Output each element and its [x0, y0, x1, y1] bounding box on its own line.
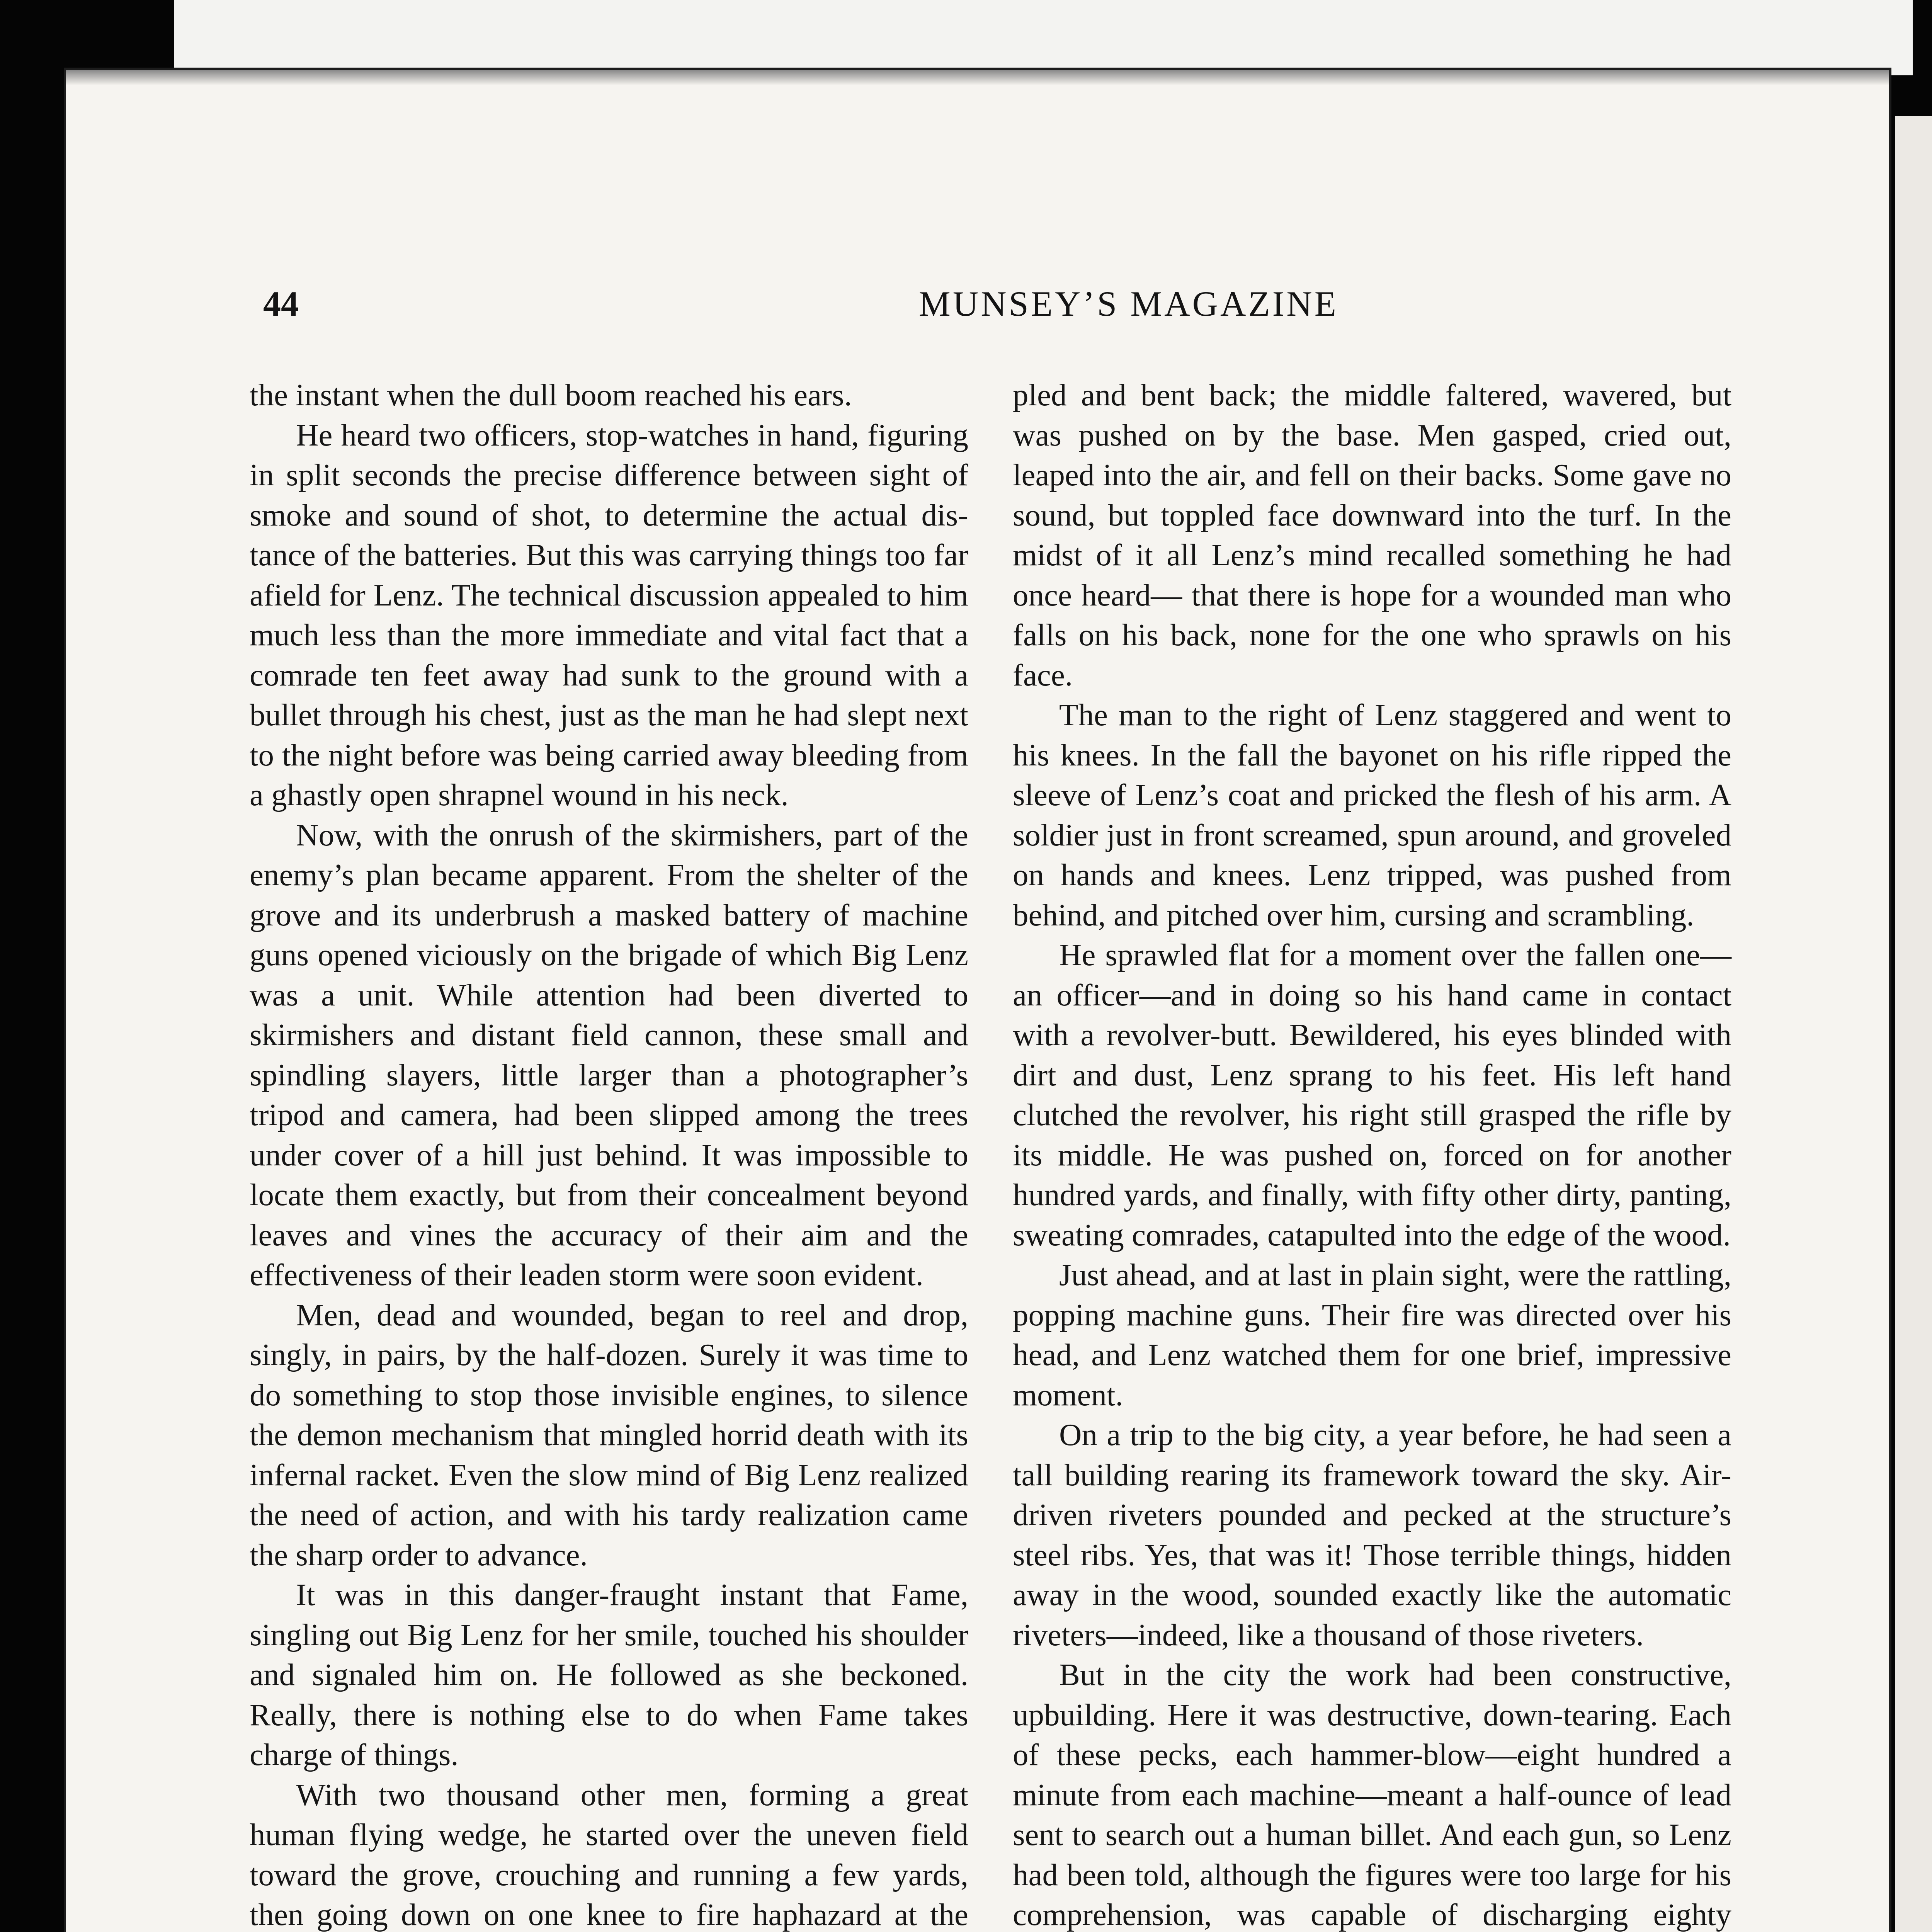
magazine-page — [64, 68, 1891, 1932]
running-head: MUNSEY’S MAGAZINE — [919, 284, 1338, 323]
adjacent-page-strip — [174, 0, 1913, 75]
paragraph: Men, dead and wounded, began to reel and drop, singly, in pairs, by the half-dozen. Surely it was time to do something to stop those invisible engines, to silence the demon mechanism that mingled horrid death with its infernal racket. Even the slow mind of Big Lenz realized the need of action, and with his tardy realization came the sharp order to advance. — [250, 1297, 968, 1572]
paragraph: But in the city the work had been constructive, upbuilding. Here it was destructive, down-tearing. Each of these pecks, each hammer-blow—eight hundred a minute from each machine—meant a half-ounce of lead sent to search out a human billet. And each gun, so Lenz had been told, although the figures were too large for his comprehension, was capable of discharging eighty — [1013, 1657, 1731, 1932]
paragraph: It was in this danger-fraught instant that Fame, singling out Big Lenz for her smile, touched his shoulder and signaled him on. He followed as she beckoned. Really, there is nothing else to do when Fame takes charge of things. — [250, 1577, 968, 1772]
paragraph: pled and bent back; the middle faltered, wavered, but was pushed on by the base. Men gasped, cried out, leaped into the air, and fell on their backs. Some gave no sound, but toppled face downward into the turf. In the midst of it all Lenz’s mind recalled something he had once heard— that there is hope for a wounded man who falls on his back, none for the one who sprawls on his face. — [1013, 378, 1731, 692]
paragraph: the instant when the dull boom reached his ears. — [250, 378, 852, 412]
paragraph: He heard two officers, stop-watches in hand, figuring in split seconds the precise difference between sight of smoke and sound of shot, to determine the actual distance of the batteries. But this was carrying things too far afield for Lenz. The technical discussion appealed to him much less than the more immediate and vital fact that a comrade ten feet away had sunk to the ground with a bullet through his chest, just as the man he had slept next to the night before was being carried away bleeding from a ghastly open shrapnel wound in his neck. — [250, 417, 968, 812]
paragraph: Now, with the onrush of the skirmishers, part of the enemy’s plan became apparent. From the shelter of the grove and its underbrush a masked battery of machine guns opened viciously on the brigade of which Big Lenz was a unit. While attention had been diverted to skirmishers and distant field cannon, these small and spindling slayers, little larger than a photographer’s tripod and camera, had been slipped among the trees under cover of a hill just behind. It was impossible to locate them exactly, but from their concealment beyond leaves and vines the accuracy of their aim and the effectiveness of their leaden storm were soon evident. — [250, 817, 968, 1292]
paragraph: The man to the right of Lenz staggered and went to his knees. In the fall the bayonet on his rifle ripped the sleeve of Lenz’s coat and pricked the flesh of his arm. A soldier just in front screamed, spun around, and groveled on hands and knees. Lenz tripped, was pushed from behind, and pitched over him, cursing and scrambling. — [1013, 697, 1731, 932]
page-shadow — [66, 70, 1889, 85]
right-column — [1013, 375, 1731, 1932]
page-number: 44 — [263, 284, 299, 323]
adjacent-page-edge — [1895, 116, 1932, 1932]
left-column — [250, 375, 968, 1932]
paragraph: Just ahead, and at last in plain sight, were the rattling, popping machine guns. Their fire was directed over his head, and Lenz watched them for one brief, impressive moment. — [1013, 1257, 1731, 1412]
paragraph: He sprawled flat for a moment over the fallen one—an officer—and in doing so his hand came in contact with a revolver-butt. Bewildered, his eyes blinded with dirt and dust, Lenz sprang to his feet. His left hand clutched the revolver, his right still grasped the rifle by its middle. He was pushed on, forced on for another hundred yards, and finally, with fifty other dirty, panting, sweating comrades, catapulted into the edge of the wood. — [1013, 937, 1731, 1252]
paragraph: With two thousand other men, forming a great human flying wedge, he started over the uneven field toward the grove, crouching and running a few yards, then going down on one knee to fire haphazard at the — [250, 1777, 968, 1932]
paragraph: On a trip to the big city, a year before, he had seen a tall building rearing its framework toward the sky. Air-driven riveters pounded and pecked at the structure’s steel ribs. Yes, that was it! Those terrible things, hidden away in the wood, sounded exactly like the automatic riveters—indeed, like a thousand of those riveters. — [1013, 1417, 1731, 1652]
